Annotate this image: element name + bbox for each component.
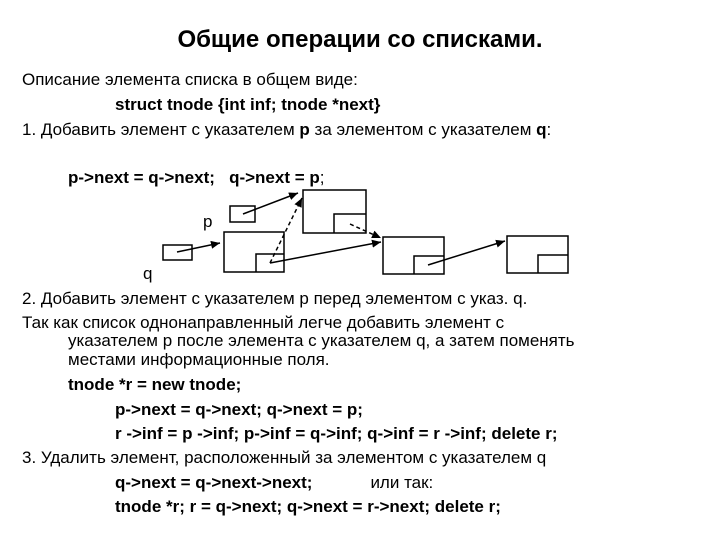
struct-definition: struct tnode {int inf; tnode *next} xyxy=(115,95,381,114)
op1-text-c: : xyxy=(546,120,552,139)
pointer-p-box xyxy=(230,206,255,222)
node-q xyxy=(224,232,284,272)
op2-heading: 2. Добавить элемент с указателем р перед элементом с указ. q. xyxy=(22,289,528,308)
slide-title: Общие операции со списками. xyxy=(177,26,543,53)
op2-code3: r ->inf = p ->inf; p->inf = q->inf; q->inf = r ->inf; delete r; xyxy=(115,424,558,443)
op3-heading: 3. Удалить элемент, расположенный за элементом с указателем q xyxy=(22,448,547,467)
op2-code1: tnode *r = new tnode; xyxy=(68,375,242,394)
op3-code2: tnode *r; r = q->next; q->next = r->next; delete r; xyxy=(115,497,501,516)
node-last xyxy=(507,236,568,273)
op1-text-b: за элементом с указателем xyxy=(309,120,537,139)
op2-line4: местами информационные поля. xyxy=(68,350,330,369)
op2-line2: Так как список однонаправленный легче добавить элемент с xyxy=(22,313,505,332)
op3-code1-row xyxy=(115,473,433,493)
intro-text: Описание элемента списка в общем виде: xyxy=(22,70,358,89)
arrow-q-next-new-dashed xyxy=(270,198,302,263)
node-next xyxy=(383,237,444,274)
op3-alt: или так: xyxy=(370,473,434,492)
op1-code-c: ; xyxy=(319,168,325,187)
arrow-q-next-old xyxy=(270,242,381,263)
diagram-label-q: q xyxy=(143,264,153,283)
op2-code2: p->next = q->next; q->next = p; xyxy=(115,400,363,419)
op2-line3: указателем р после элемента с указателем q, а затем поменять xyxy=(68,331,575,350)
op1-code-a: p->next = q->next; xyxy=(68,168,215,187)
op1-p: p xyxy=(299,120,310,139)
op1-q: q xyxy=(536,120,547,139)
arrow-p-to-new-node xyxy=(243,193,298,214)
op1-text-a: 1. Добавить элемент с указателем xyxy=(22,120,300,139)
op1-code-b: q->next = p xyxy=(229,168,320,187)
diagram-label-p: p xyxy=(203,212,213,231)
op3-code1: q->next = q->next->next; xyxy=(115,473,313,492)
